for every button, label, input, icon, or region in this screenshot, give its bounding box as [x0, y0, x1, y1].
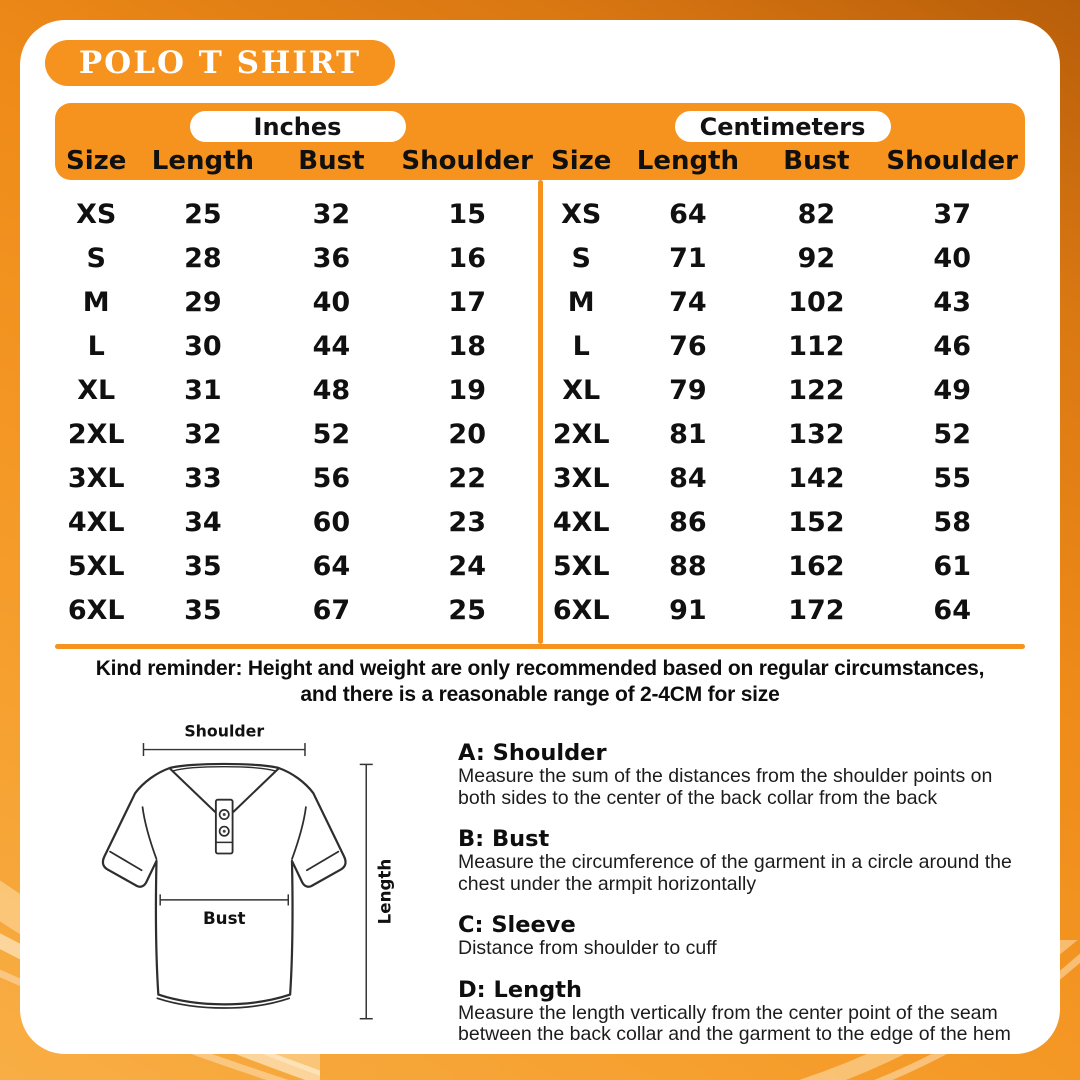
guide-item	[458, 740, 1025, 809]
table-row	[55, 236, 540, 280]
reminder-note	[40, 656, 1040, 708]
length-cell: 86	[669, 506, 707, 538]
bust-cell: 67	[312, 594, 351, 626]
shoulder-cell: 23	[448, 506, 486, 538]
table-row	[540, 280, 1025, 324]
length-cell: 81	[669, 418, 707, 450]
measurement-section	[75, 710, 1025, 1063]
guide-heading: B: Bust	[458, 826, 550, 852]
shoulder-cell: 24	[448, 550, 486, 582]
size-cell: L	[87, 330, 105, 362]
bust-cell: 44	[312, 330, 351, 362]
column-header-bust: Bust	[298, 146, 365, 176]
size-cell: 6XL	[67, 594, 125, 626]
guide-body: Distance from shoulder to cuff	[458, 937, 717, 959]
guide-body: Measure the sum of the distances from the shoulder points on both sides to the center of the back collar from the back	[458, 765, 993, 809]
shoulder-cell: 22	[448, 462, 486, 494]
bust-cell: 132	[788, 418, 845, 450]
guide-body: Measure the length vertically from the center point of the seam between the back collar and the garment to the edge of the hem	[458, 1001, 1011, 1045]
shoulder-cell: 25	[448, 594, 486, 626]
length-cell: 31	[184, 374, 222, 406]
table-row	[540, 236, 1025, 280]
size-cell: XS	[561, 198, 602, 230]
bust-cell: 64	[312, 550, 351, 582]
shoulder-cell: 19	[448, 374, 486, 406]
shoulder-cell: 20	[448, 418, 486, 450]
table-row	[55, 412, 540, 456]
bust-cell: 60	[312, 506, 351, 538]
content-card	[20, 20, 1060, 1054]
shoulder-cell: 18	[448, 330, 486, 362]
column-headers-centimeters	[540, 145, 1025, 177]
table-row	[540, 412, 1025, 456]
size-cell: 3XL	[67, 462, 125, 494]
table-body	[55, 180, 1025, 644]
bust-cell: 112	[788, 330, 845, 362]
center-divider	[538, 180, 543, 644]
bust-cell: 142	[788, 462, 845, 494]
size-cell: S	[571, 242, 591, 274]
table-row	[540, 456, 1025, 500]
length-cell: 25	[184, 198, 222, 230]
reminder-line-1: Kind reminder: Height and weight are only recommended based on regular circumstances,	[95, 657, 985, 680]
column-header-length: Length	[636, 146, 740, 176]
column-header-size: Size	[66, 146, 127, 176]
size-cell: 2XL	[67, 418, 125, 450]
length-cell: 88	[669, 550, 707, 582]
size-cell: S	[86, 242, 106, 274]
table-row	[540, 544, 1025, 588]
table-row	[540, 500, 1025, 544]
bust-cell: 56	[312, 462, 351, 494]
bust-cell: 82	[797, 198, 836, 230]
bust-cell: 32	[312, 198, 351, 230]
bust-cell: 52	[312, 418, 351, 450]
length-cell: 33	[184, 462, 222, 494]
length-cell: 71	[669, 242, 707, 274]
table-row	[55, 456, 540, 500]
size-cell: 4XL	[67, 506, 125, 538]
table-row	[55, 280, 540, 324]
shoulder-cell: 37	[933, 198, 971, 230]
size-cell: XL	[77, 374, 116, 406]
bust-cell: 40	[312, 286, 351, 318]
guide-body: Measure the circumference of the garment in a circle around the chest under the armpit horizontally	[458, 851, 1012, 895]
table-row	[55, 588, 540, 632]
product-badge	[45, 40, 395, 86]
size-cell: 6XL	[552, 594, 610, 626]
bust-cell: 48	[312, 374, 351, 406]
length-cell: 32	[184, 418, 222, 450]
shoulder-cell: 61	[933, 550, 971, 582]
table-half-centimeters	[540, 192, 1025, 632]
guide-heading: C: Sleeve	[458, 912, 576, 938]
table-row	[540, 192, 1025, 236]
shoulder-cell: 16	[448, 242, 486, 274]
size-diagram	[75, 710, 450, 1063]
shoulder-cell: 49	[933, 374, 971, 406]
measurement-guide	[450, 710, 1025, 1063]
shoulder-cell: 46	[933, 330, 971, 362]
bust-label: Bust	[202, 908, 246, 929]
guide-heading: D: Length	[458, 976, 583, 1003]
polo-shirt-illustration	[95, 718, 411, 1028]
table-header-centimeters	[540, 103, 1025, 180]
product-badge-label: POLO T SHIRT	[78, 45, 362, 81]
column-header-bust: Bust	[783, 146, 850, 176]
size-cell: L	[572, 330, 590, 362]
length-cell: 74	[669, 286, 707, 318]
table-half-inches	[55, 192, 540, 632]
shoulder-cell: 58	[933, 506, 971, 538]
guide-heading: A: Shoulder	[458, 740, 607, 766]
length-cell: 35	[184, 594, 222, 626]
size-cell: 5XL	[552, 550, 610, 582]
column-header-length: Length	[151, 146, 255, 176]
table-header-inches	[55, 103, 540, 180]
length-cell: 28	[184, 242, 222, 274]
table-row	[540, 368, 1025, 412]
shoulder-cell: 55	[933, 462, 971, 494]
table-row	[55, 368, 540, 412]
size-cell: XL	[562, 374, 601, 406]
length-cell: 30	[184, 330, 222, 362]
column-header-shoulder: Shoulder	[401, 146, 534, 176]
column-header-size: Size	[551, 146, 612, 176]
bust-cell: 92	[797, 242, 836, 274]
length-label: Length	[374, 858, 395, 925]
shoulder-measure-line	[143, 743, 304, 756]
length-cell: 35	[184, 550, 222, 582]
length-cell: 34	[184, 506, 222, 538]
length-cell: 79	[669, 374, 707, 406]
column-header-shoulder: Shoulder	[886, 146, 1019, 176]
size-chart-table	[55, 103, 1025, 649]
unit-pill-centimeters	[675, 111, 891, 142]
size-cell: M	[567, 286, 595, 318]
table-row	[540, 588, 1025, 632]
table-row	[540, 324, 1025, 368]
size-cell: 2XL	[552, 418, 610, 450]
size-cell: 4XL	[552, 506, 610, 538]
unit-pill-inches	[190, 111, 406, 142]
bust-cell: 162	[788, 550, 845, 582]
shoulder-cell: 64	[933, 594, 971, 626]
bottom-divider	[55, 644, 1025, 649]
table-row	[55, 500, 540, 544]
size-cell: 5XL	[67, 550, 125, 582]
shoulder-cell: 15	[448, 198, 486, 230]
unit-label-centimeters: Centimeters	[699, 112, 866, 141]
table-row	[55, 324, 540, 368]
length-measure-line	[360, 764, 373, 1018]
shoulder-cell: 43	[933, 286, 971, 318]
size-cell: 3XL	[552, 462, 610, 494]
bust-cell: 36	[312, 242, 351, 274]
guide-item	[458, 826, 1025, 895]
length-cell: 91	[669, 594, 707, 626]
length-cell: 29	[184, 286, 222, 318]
bust-cell: 172	[788, 594, 845, 626]
guide-item	[458, 977, 1025, 1046]
bust-cell: 152	[788, 506, 845, 538]
length-cell: 64	[669, 198, 707, 230]
column-headers-inches	[55, 145, 540, 177]
table-row	[55, 544, 540, 588]
shoulder-label: Shoulder	[184, 721, 265, 741]
table-row	[55, 192, 540, 236]
length-cell: 76	[669, 330, 707, 362]
reminder-line-2: and there is a reasonable range of 2-4CM for size	[300, 683, 780, 706]
table-header	[55, 103, 1025, 180]
bust-cell: 102	[788, 286, 845, 318]
length-cell: 84	[669, 462, 707, 494]
shoulder-cell: 52	[933, 418, 971, 450]
bust-cell: 122	[788, 374, 845, 406]
shoulder-cell: 40	[933, 242, 971, 274]
shoulder-cell: 17	[448, 286, 486, 318]
unit-label-inches: Inches	[253, 112, 342, 141]
size-cell: XS	[76, 198, 117, 230]
guide-item	[458, 912, 1025, 960]
size-cell: M	[82, 286, 110, 318]
